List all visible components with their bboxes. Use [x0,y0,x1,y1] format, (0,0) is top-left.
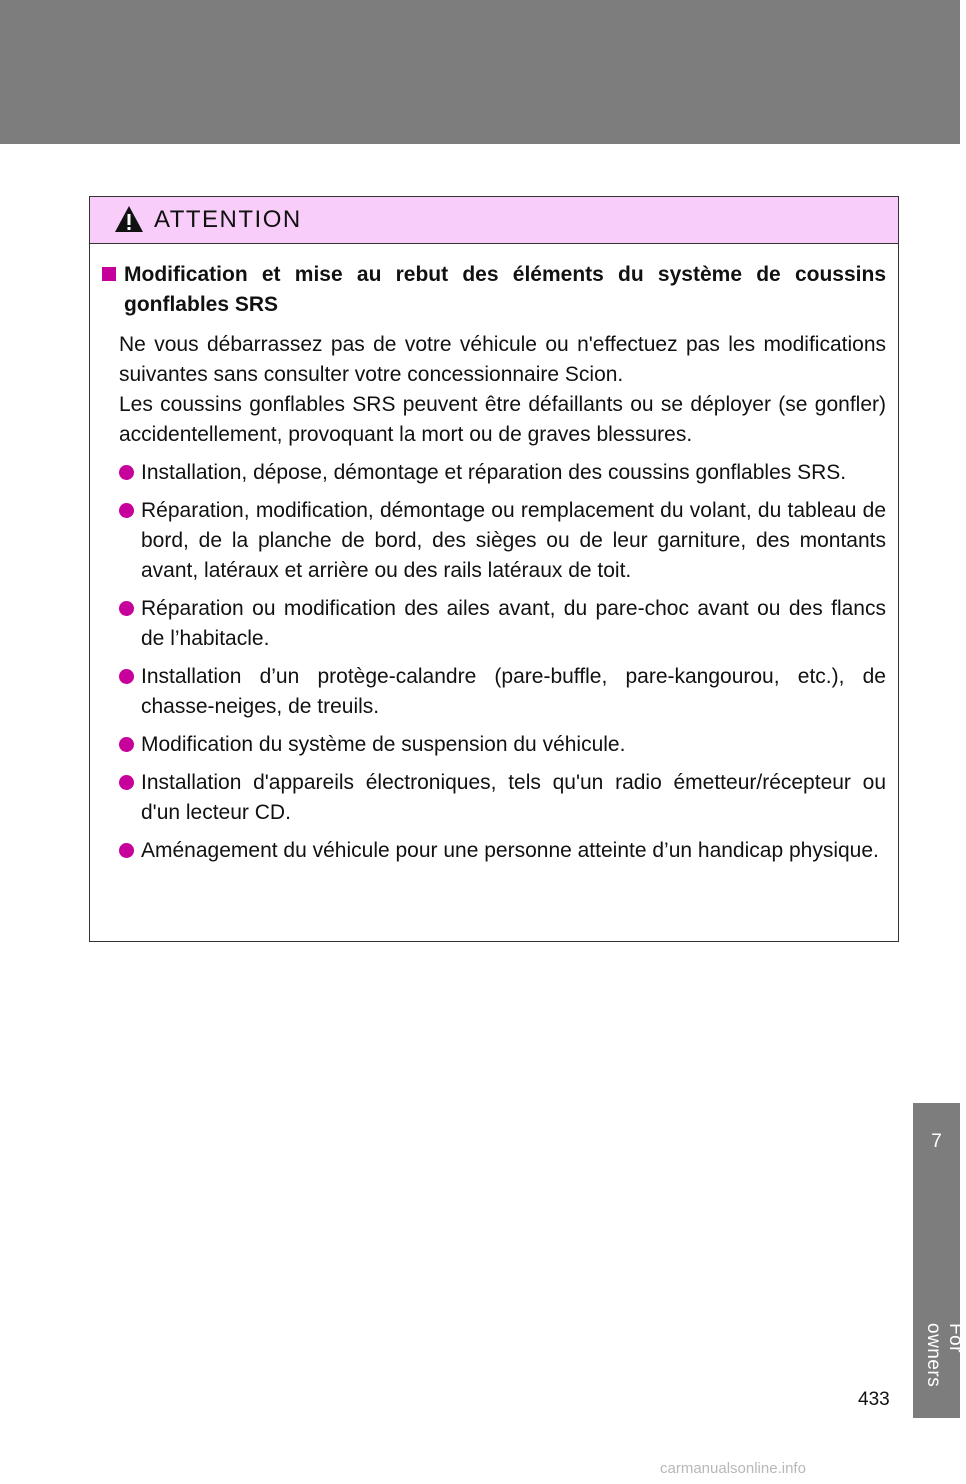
list-item-text: Installation d'appareils électroniques, tels qu'un radio émetteur/récepteur ou d'un lecteur CD. [141,771,886,824]
intro-text [119,330,886,450]
list-item [119,458,886,488]
attention-body [90,244,898,866]
list-item [119,768,886,828]
dot-bullet-icon [119,669,134,684]
square-bullet-icon [102,267,116,281]
dot-bullet-icon [119,601,134,616]
attention-title: ATTENTION [154,206,302,233]
intro-paragraph-1: Ne vous débarrassez pas de votre véhicule ou n'effectuez pas les modifications suivantes sans consulter votre concessionnaire Scion. [119,333,886,386]
chapter-number: 7 [931,1131,942,1152]
dot-bullet-icon [119,843,134,858]
attention-header [90,197,898,244]
list-item-text: Aménagement du véhicule pour une personne atteinte d’un handicap physique. [141,839,879,862]
watermark: carmanualsonline.info [660,1460,806,1477]
page-number: 433 [858,1389,890,1410]
list-item-text: Installation d’un protège-calandre (pare-buffle, pare-kangourou, etc.), de chasse-neiges, de treuils. [141,665,886,718]
list-item [119,836,886,866]
list-item-text: Réparation, modification, démontage ou remplacement du volant, du tableau de bord, de la planche de bord, des sièges ou de leur garniture, des montants avant, latéraux et arrière ou des rails latéraux de toit. [141,499,886,582]
list-item-text: Installation, dépose, démontage et réparation des coussins gonflables SRS. [141,461,847,484]
chapter-label: For owners [923,1323,966,1388]
attention-box [89,196,899,942]
chapter-side-tab [913,1103,966,1418]
section-title: Modification et mise au rebut des éléments du système de coussins gonflables SRS [124,263,886,316]
dot-bullet-icon [119,465,134,480]
list-item [119,662,886,722]
top-header-band [0,0,960,144]
dot-bullet-icon [119,775,134,790]
list-item [119,496,886,586]
dot-bullet-icon [119,503,134,518]
intro-paragraph-2: Les coussins gonflables SRS peuvent être défaillants ou se déployer (se gonfler) accidentellement, provoquant la mort ou de graves blessures. [119,393,886,446]
list-item-text: Réparation ou modification des ailes avant, du pare-choc avant ou des flancs de l’habitacle. [141,597,886,650]
list-item [119,730,886,760]
list-item-text: Modification du système de suspension du véhicule. [141,733,626,756]
dot-bullet-icon [119,737,134,752]
section-heading [102,260,886,320]
modification-list [102,458,886,866]
list-item [119,594,886,654]
warning-triangle-icon [114,205,144,233]
